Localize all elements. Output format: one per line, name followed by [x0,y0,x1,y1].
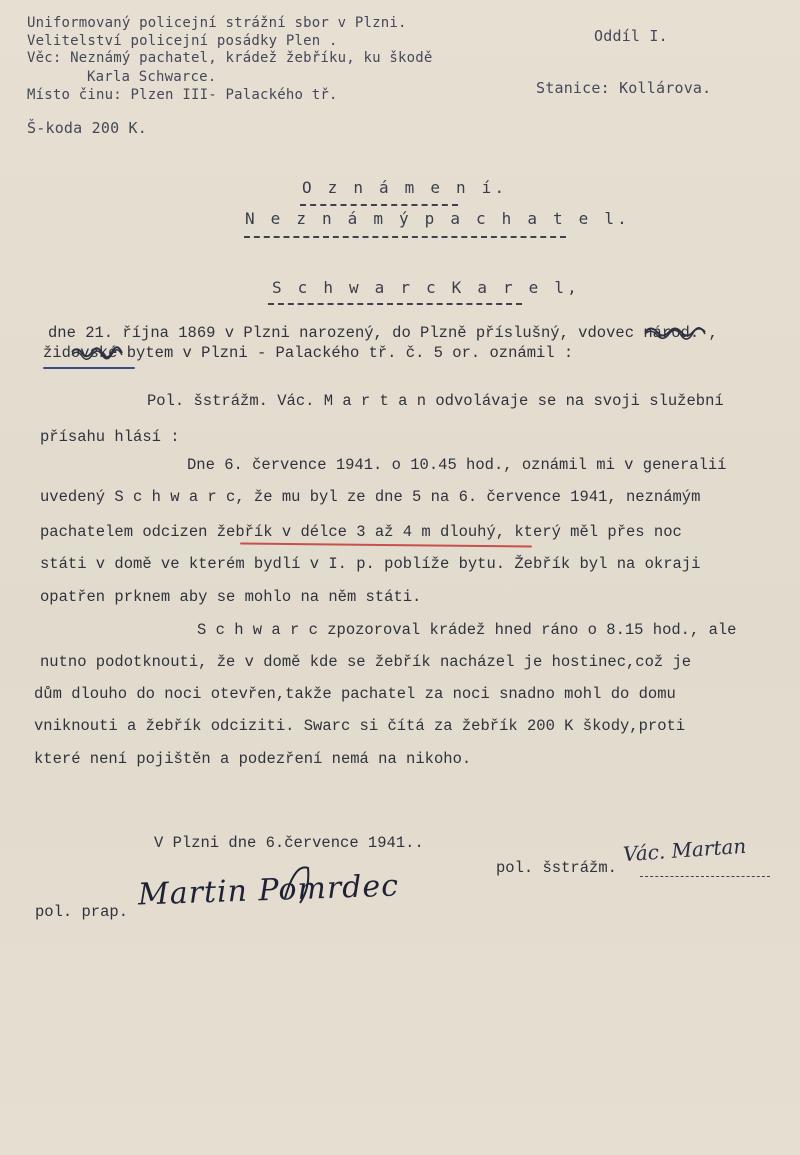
subtitle-underline [244,236,566,238]
signature-pomrdec: Martin Pomrdec [137,868,400,913]
report-line-3: pachatelem odcizen žebřík v délce 3 až 4 m dlouhý, který měl přes noc [40,523,682,541]
details-text: dne 21. října 1869 v Plzni narozený, do Plzně příslušný, vdovec [48,324,634,342]
report-line-1: Dne 6. července 1941. o 10.45 hod., oznámil mi v generalií [187,456,727,474]
officer-line-1: Pol. šstrážm. Vác. M a r t a n odvolávaje se na svoji služební [147,392,724,410]
religion-word: žid [43,344,71,362]
header-station: Stanice: Kollárova. [536,79,712,97]
report-line-4: státi v domě ve kterém bydlí v I. p. poblíže bytu. Žebřík byl na okraji [40,555,701,573]
subject-name: S c h w a r c K a r e l, [272,278,580,297]
red-pencil-underline [240,542,532,547]
strikeout-scribble-2 [71,343,125,361]
report-line-7: nutno podotknouti, že v domě kde se žebřík nacházel je hostinec,což je [40,653,692,671]
report-line-10: které není pojištěn a podezření nemá na nikoho. [34,750,472,768]
signature-flourish [280,858,360,908]
blue-pencil-underline [43,367,135,369]
date-place-line: V Plzni dne 6.července 1941.. [154,834,424,852]
name-underline [268,303,522,305]
doc-title: O z n á m e n í. [302,178,508,197]
officer-signature-line [640,876,770,877]
header-damage: Š-koda 200 K. [27,119,147,137]
strikeout-scribble [643,323,713,341]
struck-text-2: ovské [70,344,118,362]
header-subject: Věc: Neznámý pachatel, krádež žebříku, ku škodě [27,50,433,66]
header-subject-cont: Karla Schwarce. [87,69,217,85]
report-line-8: dům dlouho do noci otevřen,takže pachatel za noci snadno mohl do domu [34,685,676,703]
struck-word-ovske [71,344,118,362]
superior-rank-label: pol. prap. [35,903,129,921]
header-section: Oddíl I. [594,27,668,45]
doc-subtitle: N e z n á m ý p a c h a t e l. [245,209,630,228]
header-line-1: Uniformovaný policejní strážní sbor v Plzni. [27,15,407,31]
report-line-5: opatřen prknem aby se mohlo na něm státi. [40,588,422,606]
officer-rank-label: pol. šstrážm. [496,859,617,877]
header-place: Místo činu: Plzen III- Palackého tř. [27,87,338,103]
header-line-2: Velitelství policejní posádky Plen . [27,33,338,49]
address-text: bytem v Plzni - Palackého tř. č. 5 or. oznámil : [126,344,574,362]
personal-details-line-2 [43,346,573,362]
report-line-2: uvedený S c h w a r c, že mu byl ze dne 5 na 6. července 1941, neznámým [40,488,701,506]
officer-line-2: přísahu hlásí : [40,428,180,446]
comma: , [708,324,718,342]
signature-martan: Vác. Martan [622,833,747,867]
personal-details-line-1 [48,326,718,342]
report-line-9: vniknouti a žebřík odciziti. Swarc si čítá za žebřík 200 K škody,proti [34,717,686,735]
struck-text: národ. [643,324,700,342]
struck-word-narod [643,324,708,342]
report-line-6: S c h w a r c zpozoroval krádež hned ráno o 8.15 hod., ale [197,621,737,639]
title-underline [300,204,458,206]
